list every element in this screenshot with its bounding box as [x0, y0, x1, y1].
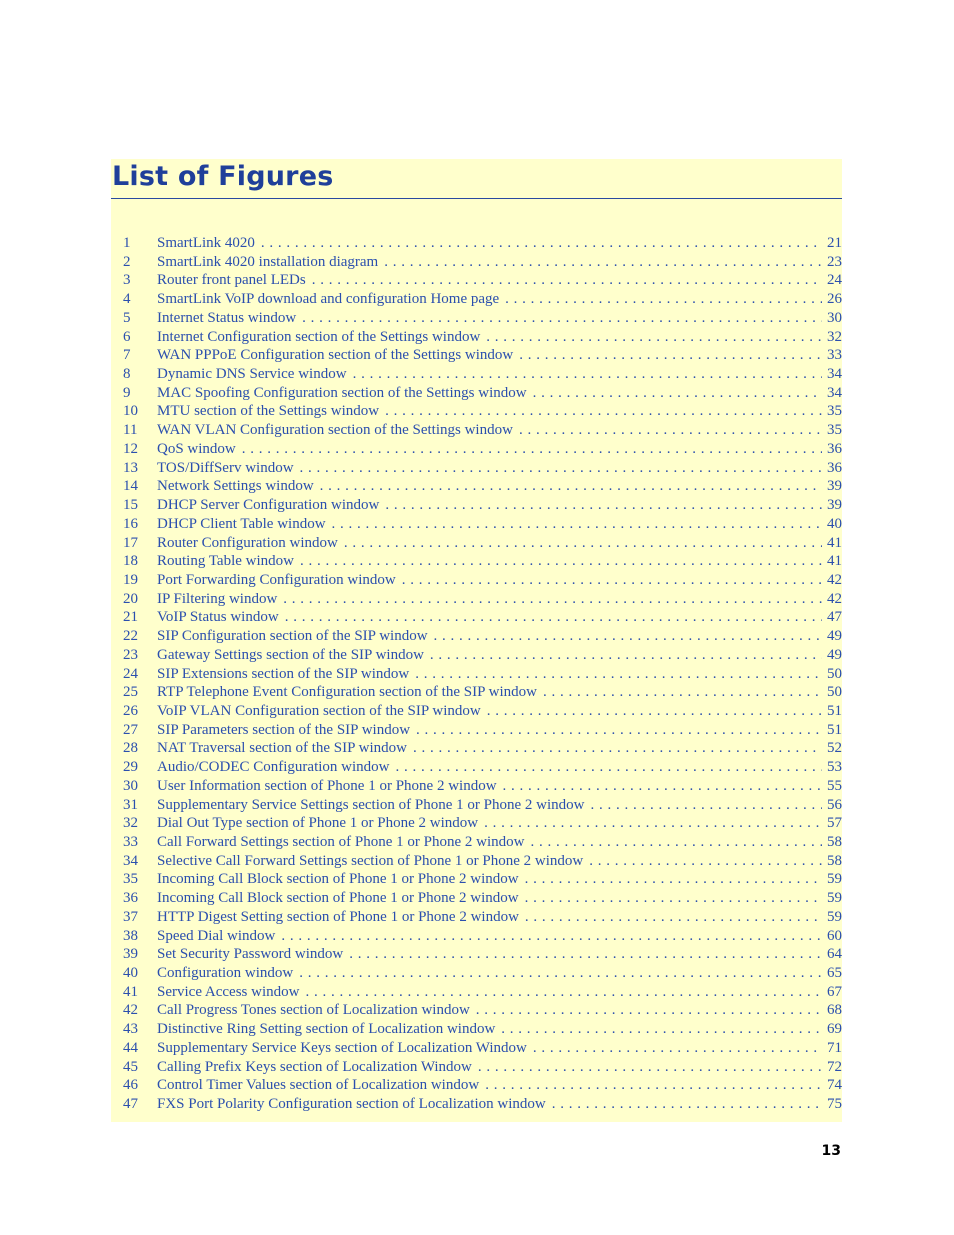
figure-entry[interactable]: [111, 646, 842, 665]
figure-page-number: 41: [822, 534, 842, 553]
figure-page-number: 75: [822, 1095, 842, 1114]
figure-entry[interactable]: [111, 721, 842, 740]
figure-number: 12: [123, 440, 138, 457]
figure-title: Control Timer Values section of Localization window: [157, 1077, 480, 1094]
figure-entry[interactable]: [111, 796, 842, 815]
figure-number: 25: [123, 684, 138, 701]
figure-title-link[interactable]: [157, 889, 842, 908]
figure-number: 20: [123, 590, 138, 607]
figure-number: 47: [123, 1096, 138, 1113]
figure-number: 26: [123, 702, 138, 719]
figure-title: VoIP Status window: [157, 609, 279, 626]
figure-entry[interactable]: [111, 889, 842, 908]
figure-title-link[interactable]: [157, 721, 842, 740]
figure-entry[interactable]: [111, 1001, 842, 1020]
figure-title: Call Forward Settings section of Phone 1 or Phone 2 window: [157, 834, 525, 850]
figure-title-link[interactable]: [157, 627, 842, 646]
figure-title: HTTP Digest Setting section of Phone 1 or Phone 2 window: [157, 908, 519, 925]
figure-number: 29: [123, 759, 138, 776]
figure-number: 14: [123, 478, 138, 495]
figure-entry[interactable]: [111, 552, 842, 571]
figure-title-link[interactable]: [157, 346, 842, 365]
figure-title: DHCP Client Table window: [157, 515, 326, 532]
figure-entry[interactable]: [111, 627, 842, 646]
figure-number: 45: [123, 1058, 138, 1075]
figure-title: Dial Out Type section of Phone 1 or Phone 2 window: [157, 815, 479, 832]
figure-title-link[interactable]: [157, 665, 842, 684]
figure-title: Speed Dial window: [157, 927, 276, 944]
figure-title: Audio/CODEC Configuration window: [157, 759, 390, 776]
figure-number: 46: [123, 1077, 138, 1094]
figure-page-number: 55: [822, 777, 842, 796]
figure-entry[interactable]: [111, 402, 842, 421]
figure-title: Network Settings window: [157, 478, 314, 495]
figure-entry[interactable]: [111, 346, 842, 365]
figure-entry[interactable]: [111, 271, 842, 290]
figure-number: 21: [123, 609, 138, 626]
figure-entry[interactable]: [111, 1039, 842, 1058]
figure-page-number: 41: [822, 552, 842, 571]
figure-title: NAT Traversal section of the SIP window: [157, 740, 407, 757]
figure-title-link[interactable]: [157, 534, 842, 553]
figure-title: SIP Configuration section of the SIP window: [157, 628, 428, 645]
figure-entry[interactable]: [111, 739, 842, 758]
figure-title-link[interactable]: [157, 421, 842, 440]
figure-title: Calling Prefix Keys section of Localization Window: [157, 1058, 472, 1075]
figure-number: 11: [123, 422, 138, 439]
figure-entry[interactable]: [111, 571, 842, 590]
figure-entry[interactable]: [111, 983, 842, 1002]
figure-number: 37: [123, 908, 138, 925]
figure-entry[interactable]: [111, 421, 842, 440]
figure-entry[interactable]: [111, 1058, 842, 1077]
figure-page-number: 57: [822, 814, 842, 833]
figure-number: 23: [123, 646, 138, 663]
figure-page-number: 49: [822, 646, 842, 665]
figure-entry[interactable]: [111, 384, 842, 403]
figure-page-number: 39: [822, 477, 842, 496]
figure-title-link[interactable]: [157, 852, 842, 871]
figure-title-link[interactable]: [157, 365, 842, 384]
figure-number: 9: [123, 384, 131, 401]
figure-title: SIP Parameters section of the SIP window: [157, 721, 411, 738]
title-bar: [111, 159, 842, 199]
figure-page-number: 34: [822, 384, 842, 403]
figure-title: Service Access window: [157, 983, 300, 1000]
figure-title: FXS Port Polarity Configuration section of Localization window: [157, 1096, 546, 1113]
page-number: 13: [821, 1143, 841, 1159]
figure-title-link[interactable]: [157, 1058, 842, 1077]
figure-title-link[interactable]: [157, 496, 842, 515]
figure-number: 38: [123, 927, 138, 944]
figure-title: Router Configuration window: [157, 534, 338, 551]
figure-page-number: 56: [822, 796, 842, 815]
figure-number: 4: [123, 291, 131, 308]
figure-title: Routing Table window: [157, 553, 294, 570]
figure-entry[interactable]: [111, 870, 842, 889]
figure-entry[interactable]: [111, 908, 842, 927]
figure-entry[interactable]: [111, 945, 842, 964]
figure-title-link[interactable]: [157, 683, 842, 702]
figure-number: 2: [123, 253, 131, 270]
figure-page-number: 39: [822, 496, 842, 515]
figure-number: 43: [123, 1021, 138, 1038]
figure-title-link[interactable]: [157, 234, 842, 253]
figure-title-link[interactable]: [157, 459, 842, 478]
figure-page-number: 53: [822, 758, 842, 777]
figure-number: 7: [123, 347, 131, 364]
figure-title: Gateway Settings section of the SIP window: [157, 646, 424, 663]
figure-title: Port Forwarding Configuration window: [157, 571, 396, 588]
figure-title-link[interactable]: [157, 253, 842, 272]
figure-number: 44: [123, 1039, 138, 1056]
figure-title: Distinctive Ring Setting section of Localization window: [157, 1021, 496, 1038]
figure-title: VoIP VLAN Configuration section of the SIP window: [157, 702, 481, 719]
figure-title: RTP Telephone Event Configuration section of the SIP window: [157, 684, 537, 701]
figure-title: SmartLink 4020 installation diagram: [157, 253, 379, 270]
figure-page-number: 68: [822, 1001, 842, 1020]
figure-entry[interactable]: [111, 440, 842, 459]
figure-number: 39: [123, 946, 138, 963]
figure-title: Incoming Call Block section of Phone 1 or Phone 2 window: [157, 890, 519, 907]
figure-page-number: 59: [822, 889, 842, 908]
figure-entry[interactable]: [111, 309, 842, 328]
figure-number: 1: [123, 235, 131, 251]
figure-number: 36: [123, 890, 138, 907]
figure-title: IP Filtering window: [157, 590, 278, 607]
figure-title: Call Progress Tones section of Localization window: [157, 1002, 470, 1019]
figure-title-link[interactable]: [157, 1076, 842, 1095]
figure-title: Router front panel LEDs: [157, 272, 306, 289]
figure-title: Dynamic DNS Service window: [157, 366, 347, 383]
figure-number: 34: [123, 852, 138, 869]
figure-entry[interactable]: [111, 328, 842, 347]
figure-number: 8: [123, 366, 131, 383]
figure-title-link[interactable]: [157, 515, 842, 534]
figure-entry[interactable]: [111, 459, 842, 478]
figure-title: Internet Configuration section of the Settings window: [157, 328, 481, 345]
figure-title-link[interactable]: [157, 1039, 842, 1058]
figure-page-number: 42: [822, 571, 842, 590]
figure-entry[interactable]: [111, 665, 842, 684]
figure-page-number: 58: [822, 852, 842, 871]
figure-title-link[interactable]: [157, 571, 842, 590]
figure-title-link[interactable]: [157, 646, 842, 665]
figure-entry[interactable]: [111, 964, 842, 983]
figure-title: SmartLink VoIP download and configuration Home page: [157, 291, 500, 308]
figure-title: Incoming Call Block section of Phone 1 or Phone 2 window: [157, 871, 519, 888]
figure-entry[interactable]: [111, 1095, 842, 1114]
figure-title-link[interactable]: [157, 796, 842, 815]
figure-title: QoS window: [157, 440, 236, 457]
list-of-figures-panel: [111, 159, 842, 1122]
figure-entry[interactable]: [111, 758, 842, 777]
figure-title: Configuration window: [157, 965, 294, 982]
figure-number: 15: [123, 497, 138, 514]
figure-title-link[interactable]: [157, 477, 842, 496]
figure-number: 28: [123, 740, 138, 757]
figure-title: Supplementary Service Keys section of Localization Window: [157, 1039, 527, 1056]
figure-number: 18: [123, 553, 138, 570]
figure-title-link[interactable]: [157, 590, 842, 609]
figure-title-link[interactable]: [157, 328, 842, 347]
figure-page-number: 59: [822, 908, 842, 927]
figure-page-number: 47: [822, 608, 842, 627]
figure-number: 24: [123, 665, 138, 682]
figure-title-link[interactable]: [157, 1095, 842, 1114]
figure-entry[interactable]: [111, 477, 842, 496]
figure-number: 41: [123, 983, 138, 1000]
figure-title-link[interactable]: [157, 290, 842, 309]
figure-title-link[interactable]: [157, 440, 842, 459]
figure-title: WAN VLAN Configuration section of the Settings window: [157, 422, 513, 439]
figure-number: 27: [123, 721, 138, 738]
figure-page-number: 67: [822, 983, 842, 1002]
figure-number: 42: [123, 1002, 138, 1019]
figure-page-number: 69: [822, 1020, 842, 1039]
figure-title-link[interactable]: [157, 702, 842, 721]
figure-title: MTU section of the Settings window: [157, 403, 380, 420]
figure-number: 16: [123, 515, 138, 532]
figure-number: 5: [123, 309, 131, 326]
figure-title: Set Security Password window: [157, 946, 344, 963]
figure-page-number: 65: [822, 964, 842, 983]
figure-entry[interactable]: [111, 702, 842, 721]
figure-number: 17: [123, 534, 138, 551]
figure-title: SIP Extensions section of the SIP window: [157, 665, 410, 682]
figure-page-number: 49: [822, 627, 842, 646]
figure-title-link[interactable]: [157, 758, 842, 777]
figure-page-number: 58: [822, 833, 842, 852]
figure-page-number: 30: [822, 309, 842, 328]
figure-title: SmartLink 4020: [157, 235, 255, 251]
page-title: List of Figures: [112, 161, 334, 192]
figure-title: Supplementary Service Settings section of Phone 1 or Phone 2 window: [157, 796, 585, 813]
figure-entry[interactable]: [111, 927, 842, 946]
figure-list: [111, 234, 842, 1114]
figure-title: DHCP Server Configuration window: [157, 497, 380, 514]
figure-entry[interactable]: [111, 234, 842, 253]
figure-page-number: 50: [822, 683, 842, 702]
figure-title-link[interactable]: [157, 945, 842, 964]
figure-page-number: 21: [822, 234, 842, 253]
figure-page-number: 35: [822, 421, 842, 440]
figure-title-link[interactable]: [157, 833, 842, 852]
figure-page-number: 42: [822, 590, 842, 609]
figure-title-link[interactable]: [157, 608, 842, 627]
figure-page-number: 64: [822, 945, 842, 964]
figure-title: TOS/DiffServ window: [157, 459, 294, 476]
figure-page-number: 26: [822, 290, 842, 309]
figure-entry[interactable]: [111, 777, 842, 796]
figure-number: 6: [123, 328, 131, 345]
figure-entry[interactable]: [111, 515, 842, 534]
figure-title-link[interactable]: [157, 402, 842, 421]
figure-number: 33: [123, 834, 138, 850]
figure-page-number: 71: [822, 1039, 842, 1058]
figure-title-link[interactable]: [157, 927, 842, 946]
figure-title-link[interactable]: [157, 983, 842, 1002]
figure-number: 10: [123, 403, 138, 420]
figure-title-link[interactable]: [157, 1001, 842, 1020]
figure-number: 19: [123, 571, 138, 588]
figure-entry[interactable]: [111, 290, 842, 309]
figure-title-link[interactable]: [157, 964, 842, 983]
figure-page-number: 36: [822, 459, 842, 478]
figure-title-link[interactable]: [157, 309, 842, 328]
figure-entry[interactable]: [111, 1076, 842, 1095]
figure-page-number: 23: [822, 253, 842, 272]
figure-entry[interactable]: [111, 833, 842, 852]
figure-number: 3: [123, 272, 131, 289]
figure-title: WAN PPPoE Configuration section of the Settings window: [157, 347, 514, 364]
figure-title-link[interactable]: [157, 1020, 842, 1039]
figure-title-link[interactable]: [157, 739, 842, 758]
figure-title: Selective Call Forward Settings section of Phone 1 or Phone 2 window: [157, 852, 584, 869]
figure-title: Internet Status window: [157, 309, 297, 326]
figure-entry[interactable]: [111, 814, 842, 833]
figure-number: 22: [123, 628, 138, 645]
figure-page-number: 51: [822, 721, 842, 740]
figure-entry[interactable]: [111, 534, 842, 553]
figure-page-number: 35: [822, 402, 842, 421]
figure-page-number: 60: [822, 927, 842, 946]
figure-entry[interactable]: [111, 852, 842, 871]
figure-title-link[interactable]: [157, 777, 842, 796]
figure-page-number: 59: [822, 870, 842, 889]
figure-number: 30: [123, 777, 138, 794]
figure-entry[interactable]: [111, 683, 842, 702]
figure-page-number: 72: [822, 1058, 842, 1077]
figure-title-link[interactable]: [157, 384, 842, 403]
figure-title-link[interactable]: [157, 814, 842, 833]
figure-title-link[interactable]: [157, 870, 842, 889]
figure-number: 31: [123, 796, 138, 813]
figure-entry[interactable]: [111, 496, 842, 515]
figure-page-number: 36: [822, 440, 842, 459]
figure-page-number: 74: [822, 1076, 842, 1095]
figure-page-number: 40: [822, 515, 842, 534]
figure-title-link[interactable]: [157, 908, 842, 927]
figure-page-number: 52: [822, 739, 842, 758]
figure-entry[interactable]: [111, 590, 842, 609]
figure-page-number: 50: [822, 665, 842, 684]
figure-entry[interactable]: [111, 608, 842, 627]
figure-entry[interactable]: [111, 365, 842, 384]
figure-number: 32: [123, 815, 138, 832]
figure-entry[interactable]: [111, 253, 842, 272]
figure-page-number: 24: [822, 271, 842, 290]
figure-page-number: 32: [822, 328, 842, 347]
figure-page-number: 34: [822, 365, 842, 384]
figure-title-link[interactable]: [157, 552, 842, 571]
figure-entry[interactable]: [111, 1020, 842, 1039]
figure-title-link[interactable]: [157, 271, 842, 290]
figure-number: 13: [123, 459, 138, 476]
figure-title: MAC Spoofing Configuration section of the Settings window: [157, 384, 527, 401]
figure-page-number: 51: [822, 702, 842, 721]
figure-number: 35: [123, 871, 138, 888]
figure-page-number: 33: [822, 346, 842, 365]
figure-number: 40: [123, 965, 138, 982]
figure-title: User Information section of Phone 1 or Phone 2 window: [157, 777, 497, 794]
